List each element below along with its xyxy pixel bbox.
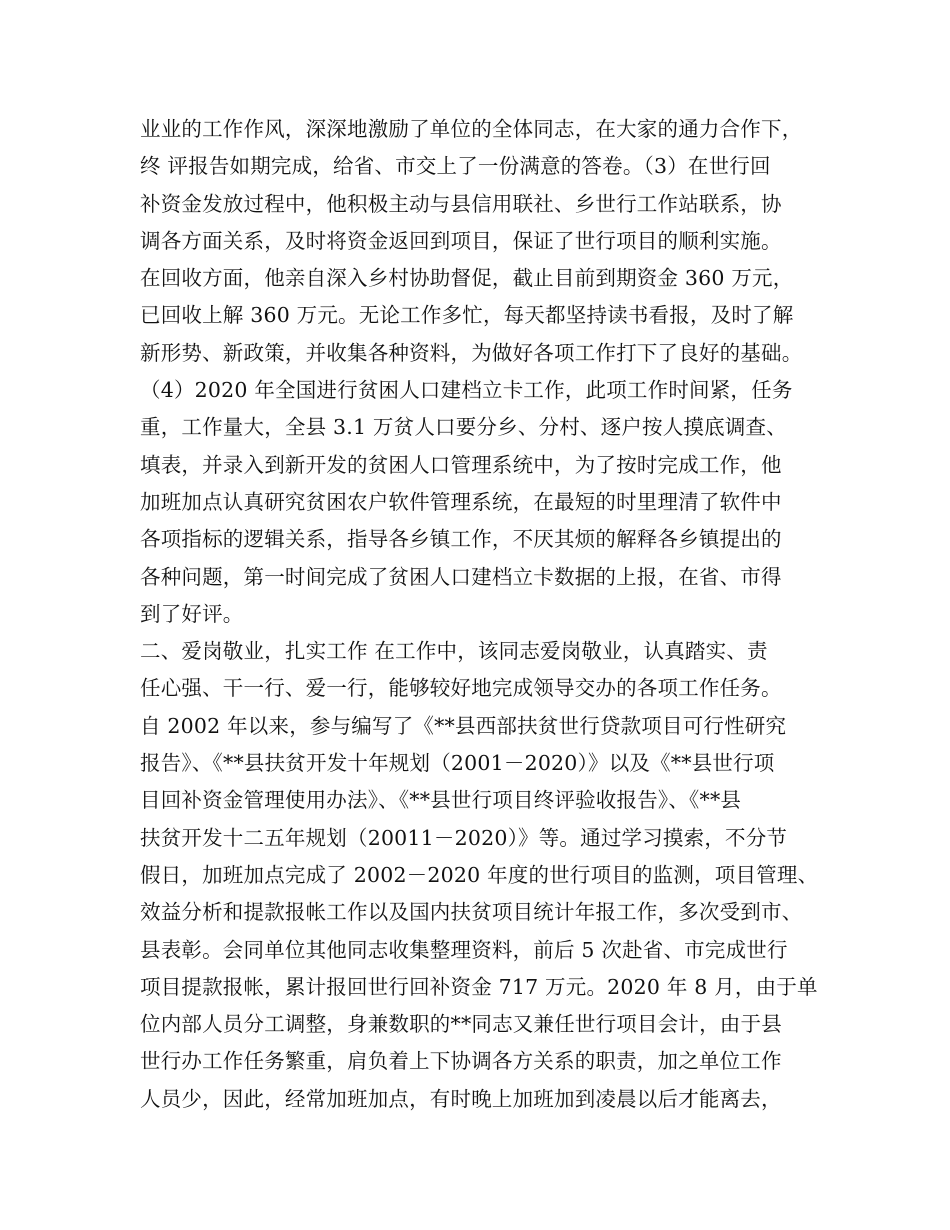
text-line: 业业的工作作风，深深地激励了单位的全体同志，在大家的通力合作下，: [140, 117, 803, 141]
text-line: 县表彰。会同单位其他同志收集整理资料，前后 5 次赴省、市完成世行: [140, 937, 788, 962]
text-line: 目回补资金管理使用办法》、《**县世行项目终评验收报告》、《**县: [140, 788, 742, 813]
text-line: 位内部人员分工调整，身兼数职的**同志又兼任世行项目会计，由于县: [140, 1012, 782, 1037]
document-body: [140, 111, 840, 1118]
text-line: 已回收上解 360 万元。无论工作多忙，每天都坚持读书看报，及时了解: [140, 303, 794, 328]
text-line: 扶贫开发十二五年规划（20011－2020）》等。通过学习摸索，不分节: [140, 825, 788, 850]
text-line: 假日，加班加点完成了 2002－2020 年度的世行项目的监测，项目管理、: [140, 862, 819, 887]
text-line: 重，工作量大，全县 3.1 万贫人口要分乡、分村、逐户按人摸底调查、: [140, 415, 787, 440]
text-line: 填表，并录入到新开发的贫困人口管理系统中，为了按时完成工作，他: [140, 452, 782, 477]
text-line: 任心强、干一行、爱一行，能够较好地完成领导交办的各项工作任务。: [140, 676, 782, 701]
text-line: 调各方面关系，及时将资金返回到项目，保证了世行项目的顺利实施。: [140, 228, 782, 253]
text-line: 效益分析和提款报帐工作以及国内扶贫项目统计年报工作，多次受到市、: [140, 900, 803, 925]
text-line: 报告》、《**县扶贫开发十年规划（2001－2020）》以及《**县世行项: [140, 751, 775, 776]
text-line: （4）2020 年全国进行贫困人口建档立卡工作，此项工作时间紧，任务: [140, 378, 793, 403]
text-line: 到了好评。: [140, 601, 244, 626]
text-line: 在回收方面，他亲自深入乡村协助督促，截止目前到期资金 360 万元，: [140, 266, 794, 291]
text-line: 各项指标的逻辑关系，指导各乡镇工作，不厌其烦的解释各乡镇提出的: [140, 527, 782, 552]
text-line: 终 评报告如期完成，给省、市交上了一份满意的答卷。（3）在世行回: [140, 154, 771, 179]
text-line: 补资金发放过程中，他积极主动与县信用联社、乡世行工作站联系，协: [140, 191, 782, 216]
text-line: 自 2002 年以来，参与编写了《**县西部扶贫世行贷款项目可行性研究: [140, 713, 787, 738]
text-line: 加班加点认真研究贫困农户软件管理系统，在最短的时里理清了软件中: [140, 489, 782, 514]
section-heading-line: 二、爱岗敬业，扎实工作 在工作中，该同志爱岗敬业，认真踏实、责: [140, 639, 768, 664]
text-line: 项目提款报帐，累计报回世行回补资金 717 万元。2020 年 8 月，由于单: [140, 974, 818, 999]
text-line: 人员少，因此，经常加班加点，有时晚上加班加到凌晨以后才能离去，: [140, 1086, 782, 1111]
text-line: 新形势、新政策，并收集各种资料，为做好各项工作打下了良好的基础。: [140, 340, 803, 365]
text-line: 世行办工作任务繁重，肩负着上下协调各方关系的职责，加之单位工作: [140, 1049, 782, 1074]
text-line: 各种问题，第一时间完成了贫困人口建档立卡数据的上报，在省、市得: [140, 564, 782, 589]
